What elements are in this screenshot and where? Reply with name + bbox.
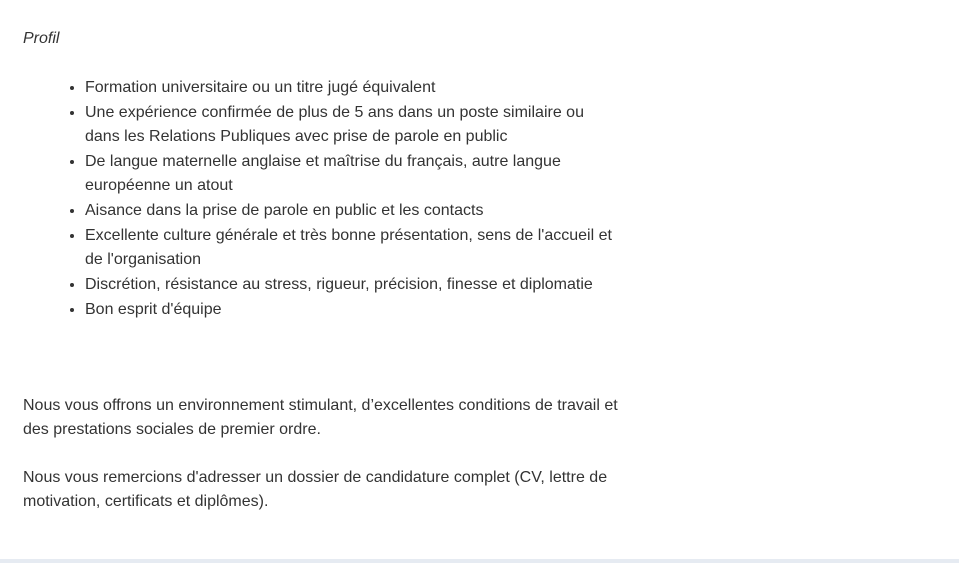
list-item: • Une expérience confirmée de plus de 5 ans dans un poste similaire ou dans les Relations Publiques avec prise de parole en public xyxy=(85,100,623,149)
offer-paragraph: Nous vous offrons un environnement stimulant, d’excellentes conditions de travail et des prestations sociales de premier ordre. xyxy=(23,397,618,438)
list-item: • Aisance dans la prise de parole en public et les contacts xyxy=(85,198,623,223)
application-instructions-paragraph: Nous vous remercions d'adresser un dossier de candidature complet (CV, lettre de motivation, certificats et diplômes). xyxy=(23,469,608,510)
bottom-divider xyxy=(0,559,959,563)
profile-heading: Profil xyxy=(23,30,60,47)
list-item: • Bon esprit d'équipe xyxy=(85,297,623,322)
list-item: • De langue maternelle anglaise et maîtrise du français, autre langue européenne un atout xyxy=(85,149,623,198)
list-item: • Formation universitaire ou un titre jugé équivalent xyxy=(85,75,623,100)
job-description-content xyxy=(23,27,623,514)
profile-requirements-list xyxy=(23,75,623,322)
list-item: • Excellente culture générale et très bonne présentation, sens de l'accueil et de l'organisation xyxy=(85,223,623,272)
list-item: • Discrétion, résistance au stress, rigueur, précision, finesse et diplomatie xyxy=(85,272,623,297)
